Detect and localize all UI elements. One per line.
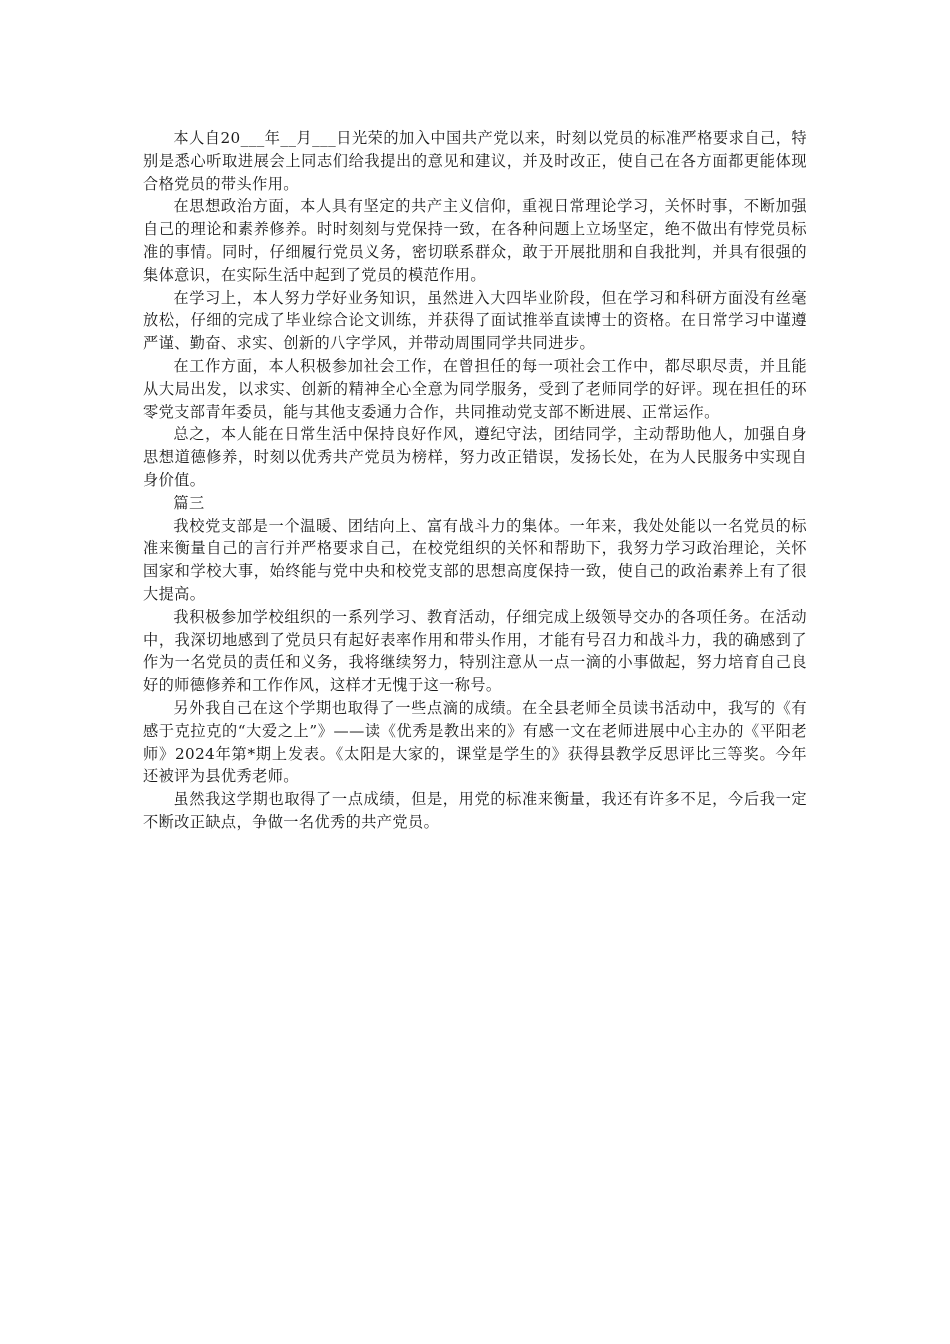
paragraph: 虽然我这学期也取得了一点成绩，但是，用党的标准来衡量，我还有许多不足，今后我一定不断改正缺点，争做一名优秀的共产党员。: [143, 790, 807, 831]
paragraph: 在思想政治方面，本人具有坚定的共产主义信仰，重视日常理论学习，关怀时事，不断加强自己的理论和素养修养。时时刻刻与党保持一致，在各种问题上立场坚定，绝不做出有悖党员标准的事情。同时，仔细履行党员义务，密切联系群众，敢于开展批朋和自我批判，并具有很强的集体意识，在实际生活中起到了党员的模范作用。: [143, 197, 807, 284]
document-body: [143, 127, 807, 834]
paragraph: 在学习上，本人努力学好业务知识，虽然进入大四毕业阶段，但在学习和科研方面没有丝毫放松，仔细的完成了毕业综合论文训练，并获得了面试推举直读博士的资格。在日常学习中谨遵严谨、勤奋、求实、创新的八字学风，并带动周围同学共同进步。: [143, 288, 807, 353]
paragraph: 我校党支部是一个温暖、团结向上、富有战斗力的集体。一年来，我处处能以一名党员的标准来衡量自己的言行并严格要求自己，在校党组织的关怀和帮助下，我努力学习政治理论，关怀国家和学校大事，始终能与党中央和校党支部的思想高度保持一致，使自己的政治素养上有了很大提高。: [143, 516, 807, 603]
paragraph: 另外我自己在这个学期也取得了一些点滴的成绩。在全县老师全员读书活动中，我写的《有感于克拉克的“大爱之上”》——读《优秀是教出来的》有感一文在老师进展中心主办的《平阳老师》2024年第*期上发表。《太阳是大家的，课堂是学生的》获得县教学反思评比三等奖。今年还被评为县优秀老师。: [143, 698, 807, 786]
section-heading: 篇三: [173, 493, 205, 512]
paragraph: 我积极参加学校组织的一系列学习、教育活动，仔细完成上级领导交办的各项任务。在活动中，我深切地感到了党员只有起好表率作用和带头作用，才能有号召力和战斗力，我的确感到了作为一名党员的责任和义务，我将继续努力，特别注意从一点一滴的小事做起，努力培育自己良好的师德修养和工作作风，这样才无愧于这一称号。: [143, 607, 807, 695]
paragraph: 本人自20___年__月___日光荣的加入中国共产党以来，时刻以党员的标准严格要求自己，特别是悉心听取进展会上同志们给我提出的意见和建议，并及时改正，使自己在各方面都更能体现合格党员的带头作用。: [143, 129, 807, 193]
paragraph: 总之，本人能在日常生活中保持良好作风，遵纪守法，团结同学，主动帮助他人，加强自身思想道德修养，时刻以优秀共产党员为榜样，努力改正错误，发扬长处，在为人民服务中实现自身价值。: [143, 425, 807, 489]
paragraph: 在工作方面，本人积极参加社会工作，在曾担任的每一项社会工作中，都尽职尽责，并且能从大局出发，以求实、创新的精神全心全意为同学服务，受到了老师同学的好评。现在担任的环零党支部青年委员，能与其他支委通力合作，共同推动党支部不断进展、正常运作。: [143, 356, 807, 421]
